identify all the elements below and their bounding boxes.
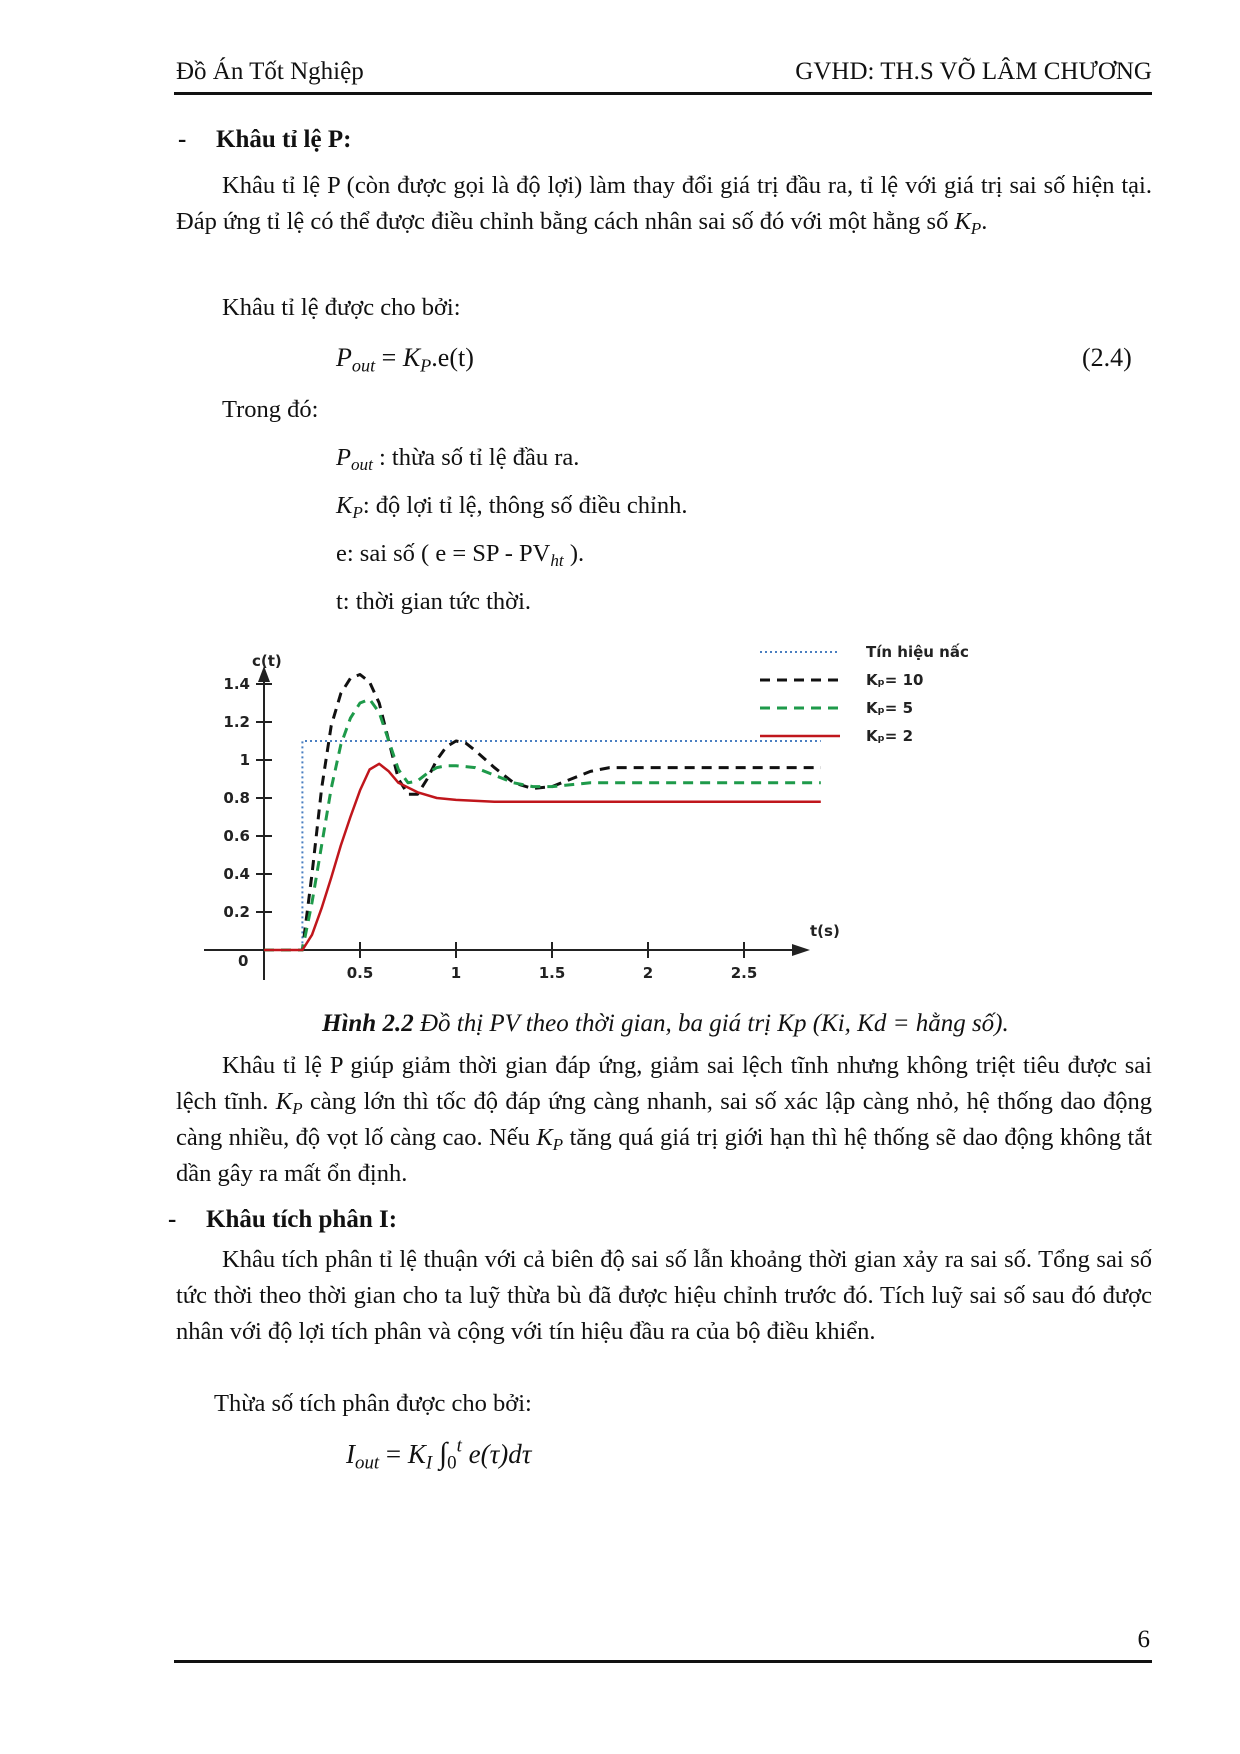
page-number: 6 (1137, 1626, 1150, 1653)
given-by-p: Khâu tỉ lệ được cho bởi: (222, 294, 461, 321)
x-tick-label: 2.5 (730, 964, 758, 982)
legend-label-2: Kₚ= 5 (866, 699, 914, 717)
legend-label-3: Kₚ= 2 (866, 727, 914, 745)
x-tick-label: 1.5 (538, 964, 566, 982)
series-line-1 (264, 675, 821, 951)
y-tick-label: 0.4 (223, 865, 250, 883)
section-heading-p: Khâu tỉ lệ P: (216, 126, 352, 153)
paragraph-p-intro-text: Khâu tỉ lệ P (còn được gọi là độ lợi) làm thay đổi giá trị đầu ra, tỉ lệ với giá trị sai số hiện tại. Đáp ứng tỉ lệ có thể được điều chỉnh bằng cách nhân sai số đó với một hằng số (176, 172, 1152, 235)
y-tick-label: 1.2 (223, 713, 250, 731)
series-line-3 (264, 764, 821, 950)
y-tick-label: 0.8 (223, 789, 250, 807)
def-e: e: sai số ( e = SP - $PV_{ht}$ ). (336, 540, 585, 571)
def-t: t: thời gian tức thời. (336, 588, 532, 615)
legend-label-0: Tín hiệu nấc (866, 643, 969, 661)
x-axis-arrow (792, 944, 810, 956)
kp-symbol: $K_P$ (954, 208, 982, 239)
y-tick-label: 0.6 (223, 827, 250, 845)
series-line-0 (264, 741, 821, 950)
bullet-i: - (168, 1206, 177, 1233)
header-right: GVHD: TH.S VÕ LÂM CHƯƠNG (795, 58, 1152, 85)
footer-rule (174, 1660, 1152, 1663)
legend-label-1: Kₚ= 10 (866, 671, 924, 689)
x-tick-label: 0.5 (346, 964, 374, 982)
y-tick-label: 1 (239, 751, 250, 769)
x-axis-label: t(s) (810, 922, 840, 940)
pv-time-chart (180, 630, 1120, 1000)
figure-caption: Hình 2.2 Đồ thị PV theo thời gian, ba giá trị Kp (Ki, Kd = hằng số). (322, 1010, 1009, 1037)
paragraph-p-intro: Khâu tỉ lệ P (còn được gọi là độ lợi) làm thay đổi giá trị đầu ra, tỉ lệ với giá trị sai số hiện tại. Đáp ứng tỉ lệ có thể được điều chỉnh bằng cách nhân sai số đó với một hằng số $K_P$. (176, 172, 1152, 239)
section-heading-i: Khâu tích phân I: (206, 1206, 398, 1233)
x-tick-label: 2 (642, 964, 654, 982)
equation-number: (2.4) (1082, 343, 1132, 372)
equation-integral: $I_{out} = K_I$ $\int_0^t$ e(τ)dτ (346, 1435, 532, 1474)
header-left: Đồ Án Tốt Nghiệp (176, 58, 364, 85)
x-tick-label: 1 (450, 964, 462, 982)
given-by-i: Thừa số tích phân được cho bởi: (214, 1390, 532, 1417)
header-rule (174, 92, 1152, 95)
where-label: Trong đó: (222, 396, 319, 423)
paragraph-i-intro: Khâu tích phân tỉ lệ thuận với cả biên độ sai số lẫn khoảng thời gian xảy ra sai số. Tổng sai số tức thời theo thời gian cho ta luỹ thừa bù đã được hiệu chỉnh trước đó. Tích luỹ sai số sau đó được nhân với độ lợi tích phân và cộng với tín hiệu đầu ra của bộ điều khiển. (176, 1246, 1152, 1345)
equation-2-4: $P_{out} = K_P.e(t)$ (336, 343, 474, 376)
def-pout: $P_{out}$ : thừa số tỉ lệ đầu ra. (336, 444, 580, 475)
origin-label: 0 (238, 952, 249, 970)
paragraph-p-effects: Khâu tỉ lệ P giúp giảm thời gian đáp ứng, giảm sai lệch tĩnh nhưng không triệt tiêu được sai lệch tĩnh. $K_P$ càng lớn thì tốc độ đáp ứng càng nhanh, sai số xác lập càng nhỏ, hệ thống dao động càng nhiều, độ vọt lố càng cao. Nếu $K_P$ tăng quá giá trị giới hạn thì hệ thống sẽ dao động không tắt dần gây ra mất ổn định. (176, 1052, 1152, 1187)
y-axis-label: c(t) (252, 652, 282, 670)
bullet-p: - (178, 126, 187, 153)
y-tick-label: 0.2 (223, 903, 250, 921)
def-kp: $K_P$: độ lợi tỉ lệ, thông số điều chỉnh. (336, 492, 688, 523)
kp-symbol-3: $K_P$ (536, 1124, 564, 1155)
kp-symbol-2: $K_P$ (275, 1088, 303, 1119)
y-tick-label: 1.4 (223, 675, 250, 693)
